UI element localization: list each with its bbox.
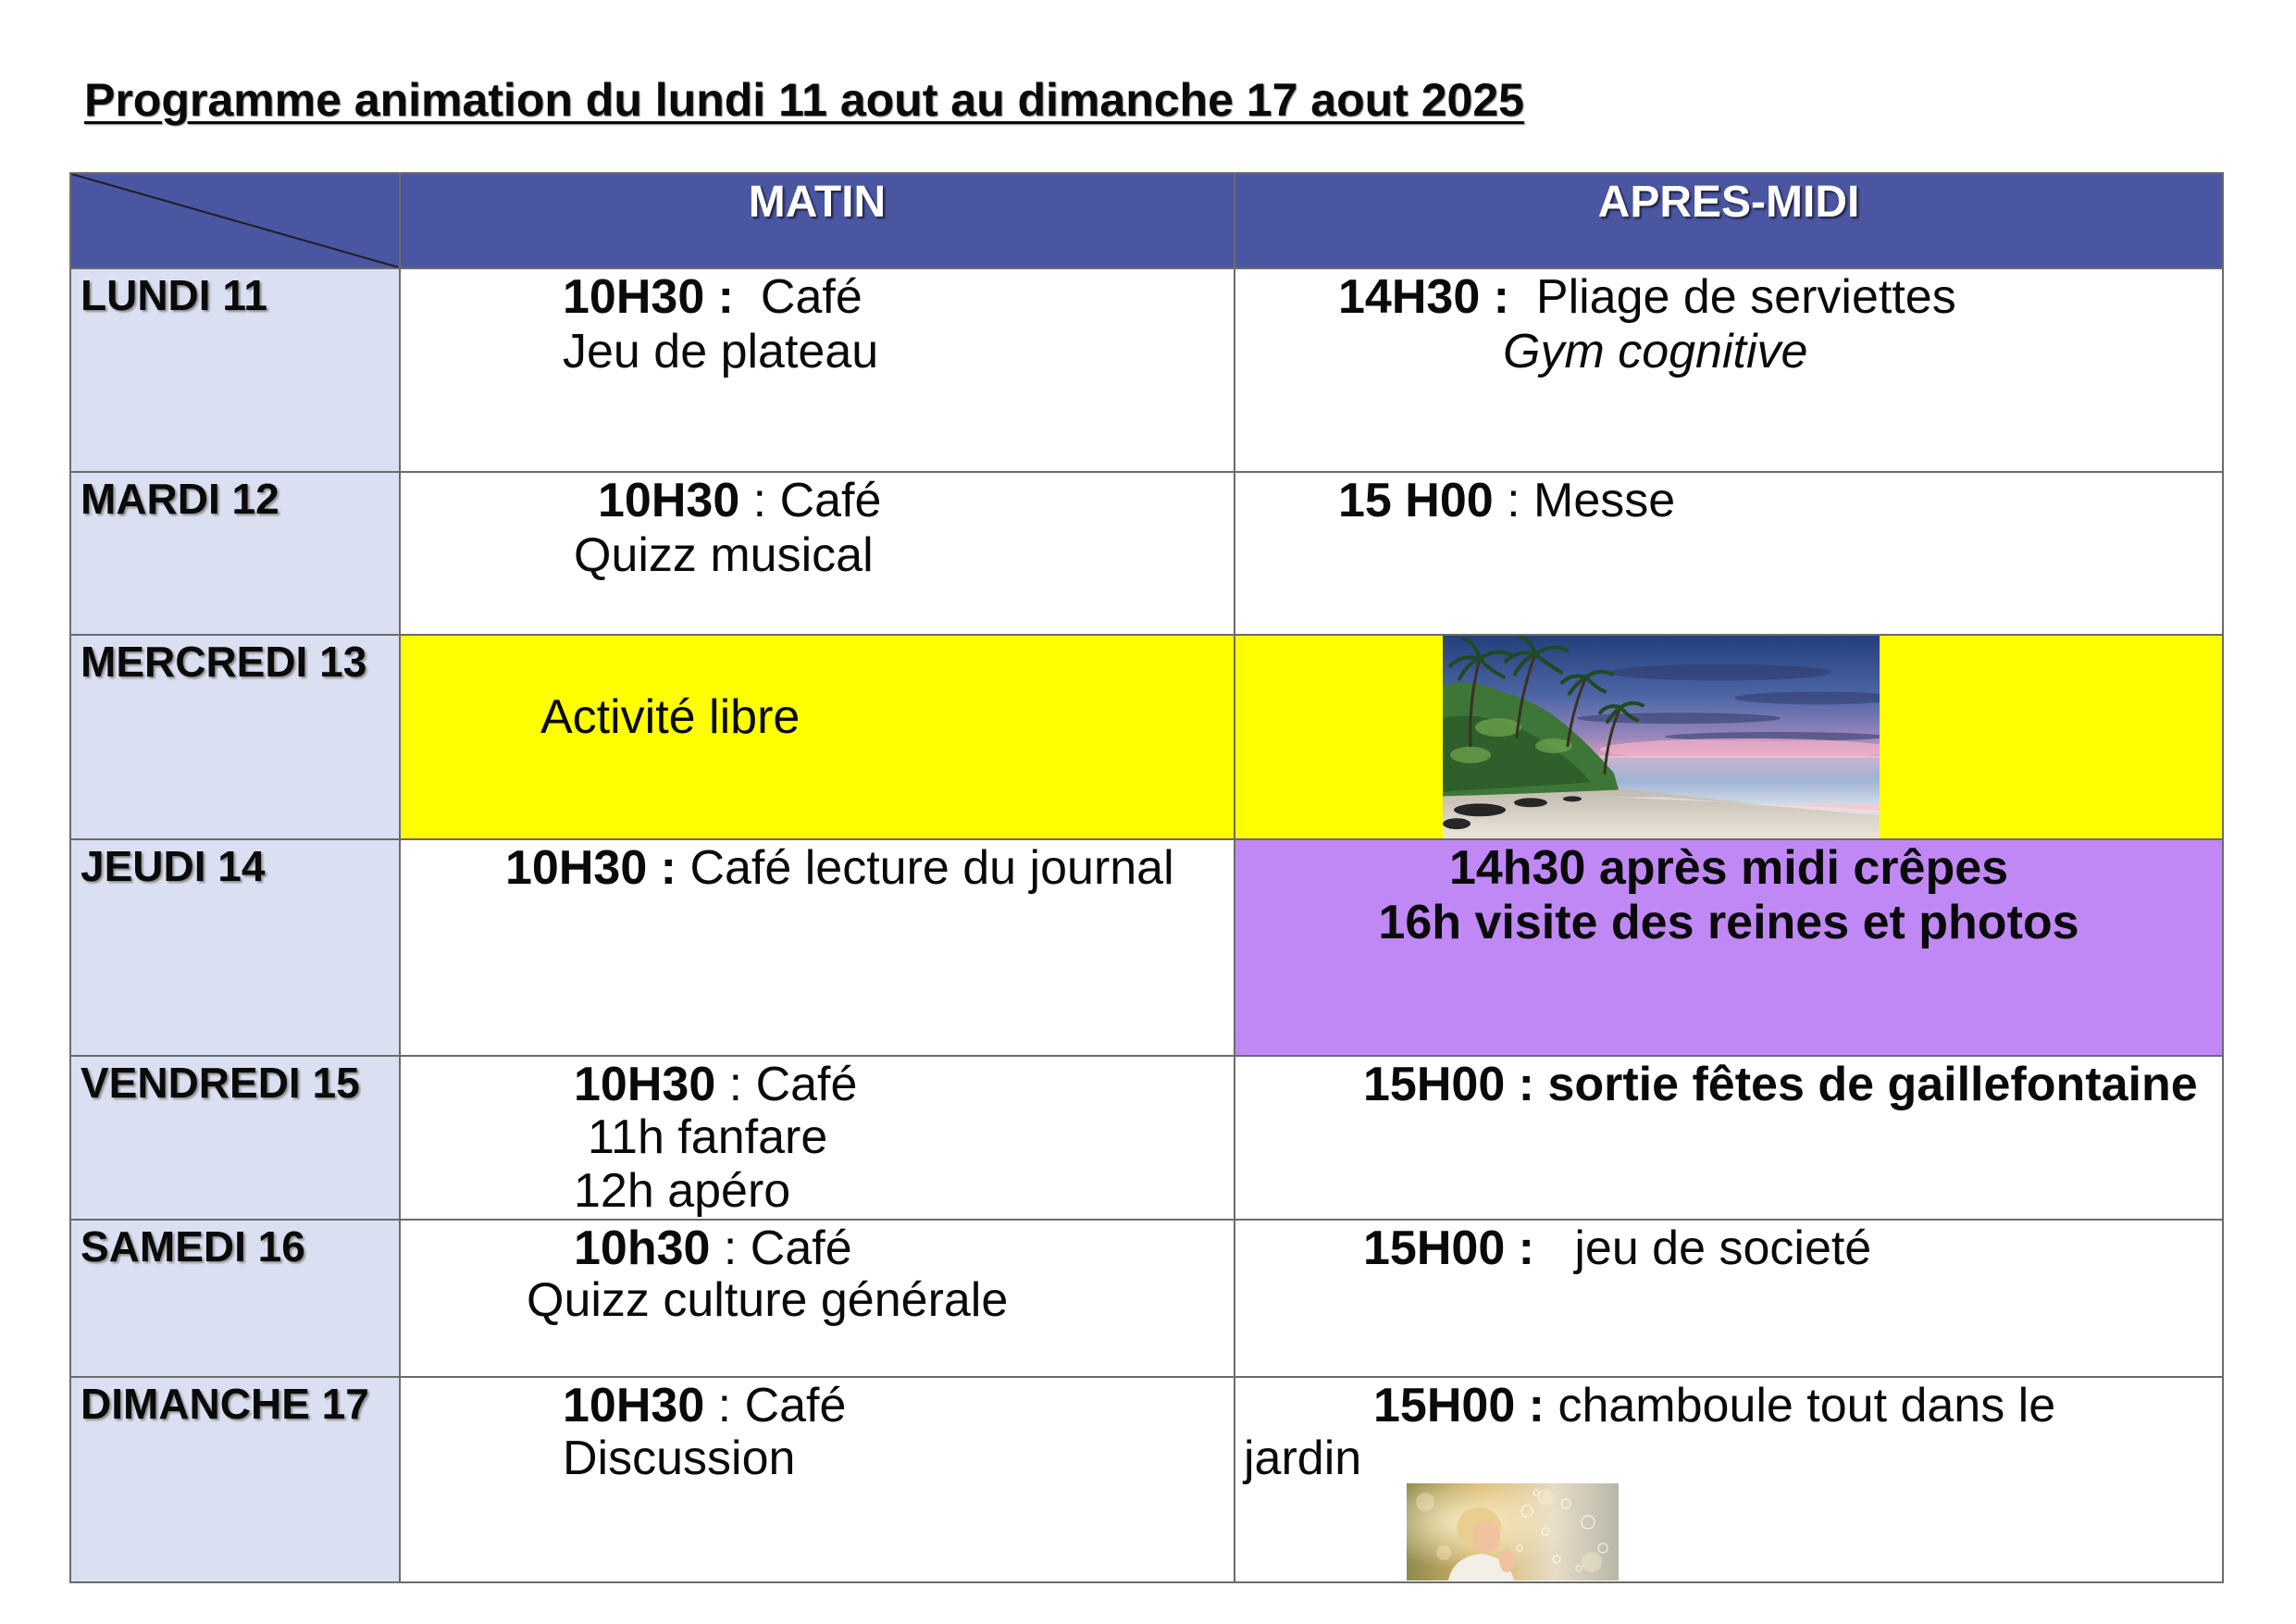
activity-time: 14H30 :	[1338, 270, 1509, 324]
activity-text: jardin	[1244, 1432, 1362, 1485]
matin-cell-mercredi	[399, 634, 1235, 840]
beach-photo	[1443, 636, 1880, 838]
page-title: Programme animation du lundi 11 aout au dimanche 17 aout 2025	[84, 74, 1524, 126]
day-label: JEUDI 14	[81, 842, 266, 890]
activity-text: chamboule tout dans le	[1545, 1379, 2056, 1432]
activity-line	[563, 1378, 846, 1433]
activity-text: jeu de societé	[1534, 1221, 1872, 1275]
activity-text: Activité libre	[540, 690, 800, 744]
column-header-apres-midi: APRES-MIDI	[1597, 178, 1860, 227]
header-apres-midi-cell	[1234, 172, 2224, 269]
activity-line	[1235, 895, 2222, 950]
activity-text: Quizz culture générale	[527, 1273, 1009, 1327]
day-cell-mercredi	[69, 634, 401, 840]
activity-time: 10h30	[574, 1221, 711, 1275]
day-label: MARDI 12	[81, 475, 279, 523]
activity-time: 10H30	[563, 1379, 705, 1432]
day-cell-samedi	[69, 1219, 401, 1378]
activity-time: 15 H00	[1338, 474, 1494, 527]
schedule-table	[69, 172, 2224, 1583]
corner-diagonal-line	[71, 174, 399, 267]
activity-text: : Messe	[1493, 474, 1676, 527]
day-cell-vendredi	[69, 1055, 401, 1221]
activity-text: 12h apéro	[574, 1164, 791, 1218]
activity-line	[1235, 840, 2222, 896]
activity-text: : Café	[704, 1379, 847, 1432]
activity-line	[1338, 269, 1956, 325]
day-cell-mardi	[69, 471, 401, 636]
day-cell-jeudi	[69, 838, 401, 1057]
matin-cell-samedi	[399, 1219, 1235, 1378]
activity-text-italic: Gym cognitive	[1503, 325, 1808, 378]
activity-text: Jeu de plateau	[563, 325, 879, 378]
matin-cell-lundi	[399, 267, 1235, 473]
header-corner-cell	[69, 172, 401, 269]
activity-time: 10H30 :	[563, 270, 734, 324]
day-label: SAMEDI 16	[81, 1222, 305, 1271]
activity-line	[1373, 1378, 2055, 1433]
matin-cell-mardi	[399, 471, 1235, 636]
activity-line	[563, 324, 878, 379]
activity-line	[505, 840, 1174, 896]
activity-time: 10H30	[574, 1058, 716, 1111]
activity-line	[563, 269, 863, 325]
activity-text: Café lecture du journal	[676, 841, 1174, 895]
apres-midi-cell-vendredi	[1234, 1055, 2224, 1221]
matin-cell-vendredi	[399, 1055, 1235, 1221]
activity-line	[540, 689, 800, 745]
activity-text: : Café	[710, 1221, 852, 1275]
activity-text-bold: 15H00 : sortie fêtes de gaillefontaine	[1363, 1058, 2198, 1111]
matin-cell-jeudi	[399, 838, 1235, 1057]
activity-line	[598, 473, 881, 528]
apres-midi-cell-dimanche	[1234, 1376, 2224, 1583]
child-bubbles-photo	[1407, 1483, 1619, 1581]
apres-midi-cell-jeudi	[1234, 838, 2224, 1057]
activity-line	[1503, 324, 1807, 379]
apres-midi-cell-mardi	[1234, 471, 2224, 636]
activity-line	[574, 1163, 790, 1219]
day-label: DIMANCHE 17	[81, 1380, 369, 1428]
activity-time: 15H00 :	[1363, 1221, 1534, 1275]
activity-line	[527, 1272, 1008, 1328]
activity-time: 15H00 :	[1373, 1379, 1545, 1432]
activity-text: Quizz musical	[574, 528, 874, 582]
activity-text: Discussion	[563, 1432, 796, 1485]
activity-line	[574, 1221, 852, 1276]
activity-line	[563, 1431, 795, 1486]
day-label: LUNDI 11	[81, 271, 267, 319]
day-label: MERCREDI 13	[81, 638, 367, 686]
activity-text: Pliage de serviettes	[1509, 270, 1956, 324]
activity-text: : Café	[739, 474, 882, 527]
activity-line	[1363, 1221, 1871, 1276]
header-matin-cell	[399, 172, 1235, 269]
apres-midi-cell-samedi	[1234, 1219, 2224, 1378]
activity-text: : Café	[715, 1058, 858, 1111]
apres-midi-cell-mercredi	[1234, 634, 2224, 840]
day-cell-dimanche	[69, 1376, 401, 1583]
apres-midi-cell-lundi	[1234, 267, 2224, 473]
activity-line	[1244, 1431, 1361, 1486]
activity-time: 10H30	[598, 474, 740, 527]
activity-line	[574, 527, 874, 583]
activity-text: Café	[734, 270, 863, 324]
activity-text: 11h fanfare	[588, 1110, 828, 1164]
activity-line	[1338, 473, 1675, 528]
activity-line	[574, 1057, 857, 1112]
column-header-matin: MATIN	[748, 178, 887, 227]
activity-line	[588, 1110, 827, 1165]
day-cell-lundi	[69, 267, 401, 473]
matin-cell-dimanche	[399, 1376, 1235, 1583]
activity-time: 10H30 :	[505, 841, 676, 895]
activity-text-bold: 16h visite des reines et photos	[1378, 896, 2079, 949]
day-label: VENDREDI 15	[81, 1059, 360, 1107]
activity-line	[1363, 1057, 2198, 1112]
activity-text-bold: 14h30 après midi crêpes	[1448, 841, 2009, 895]
